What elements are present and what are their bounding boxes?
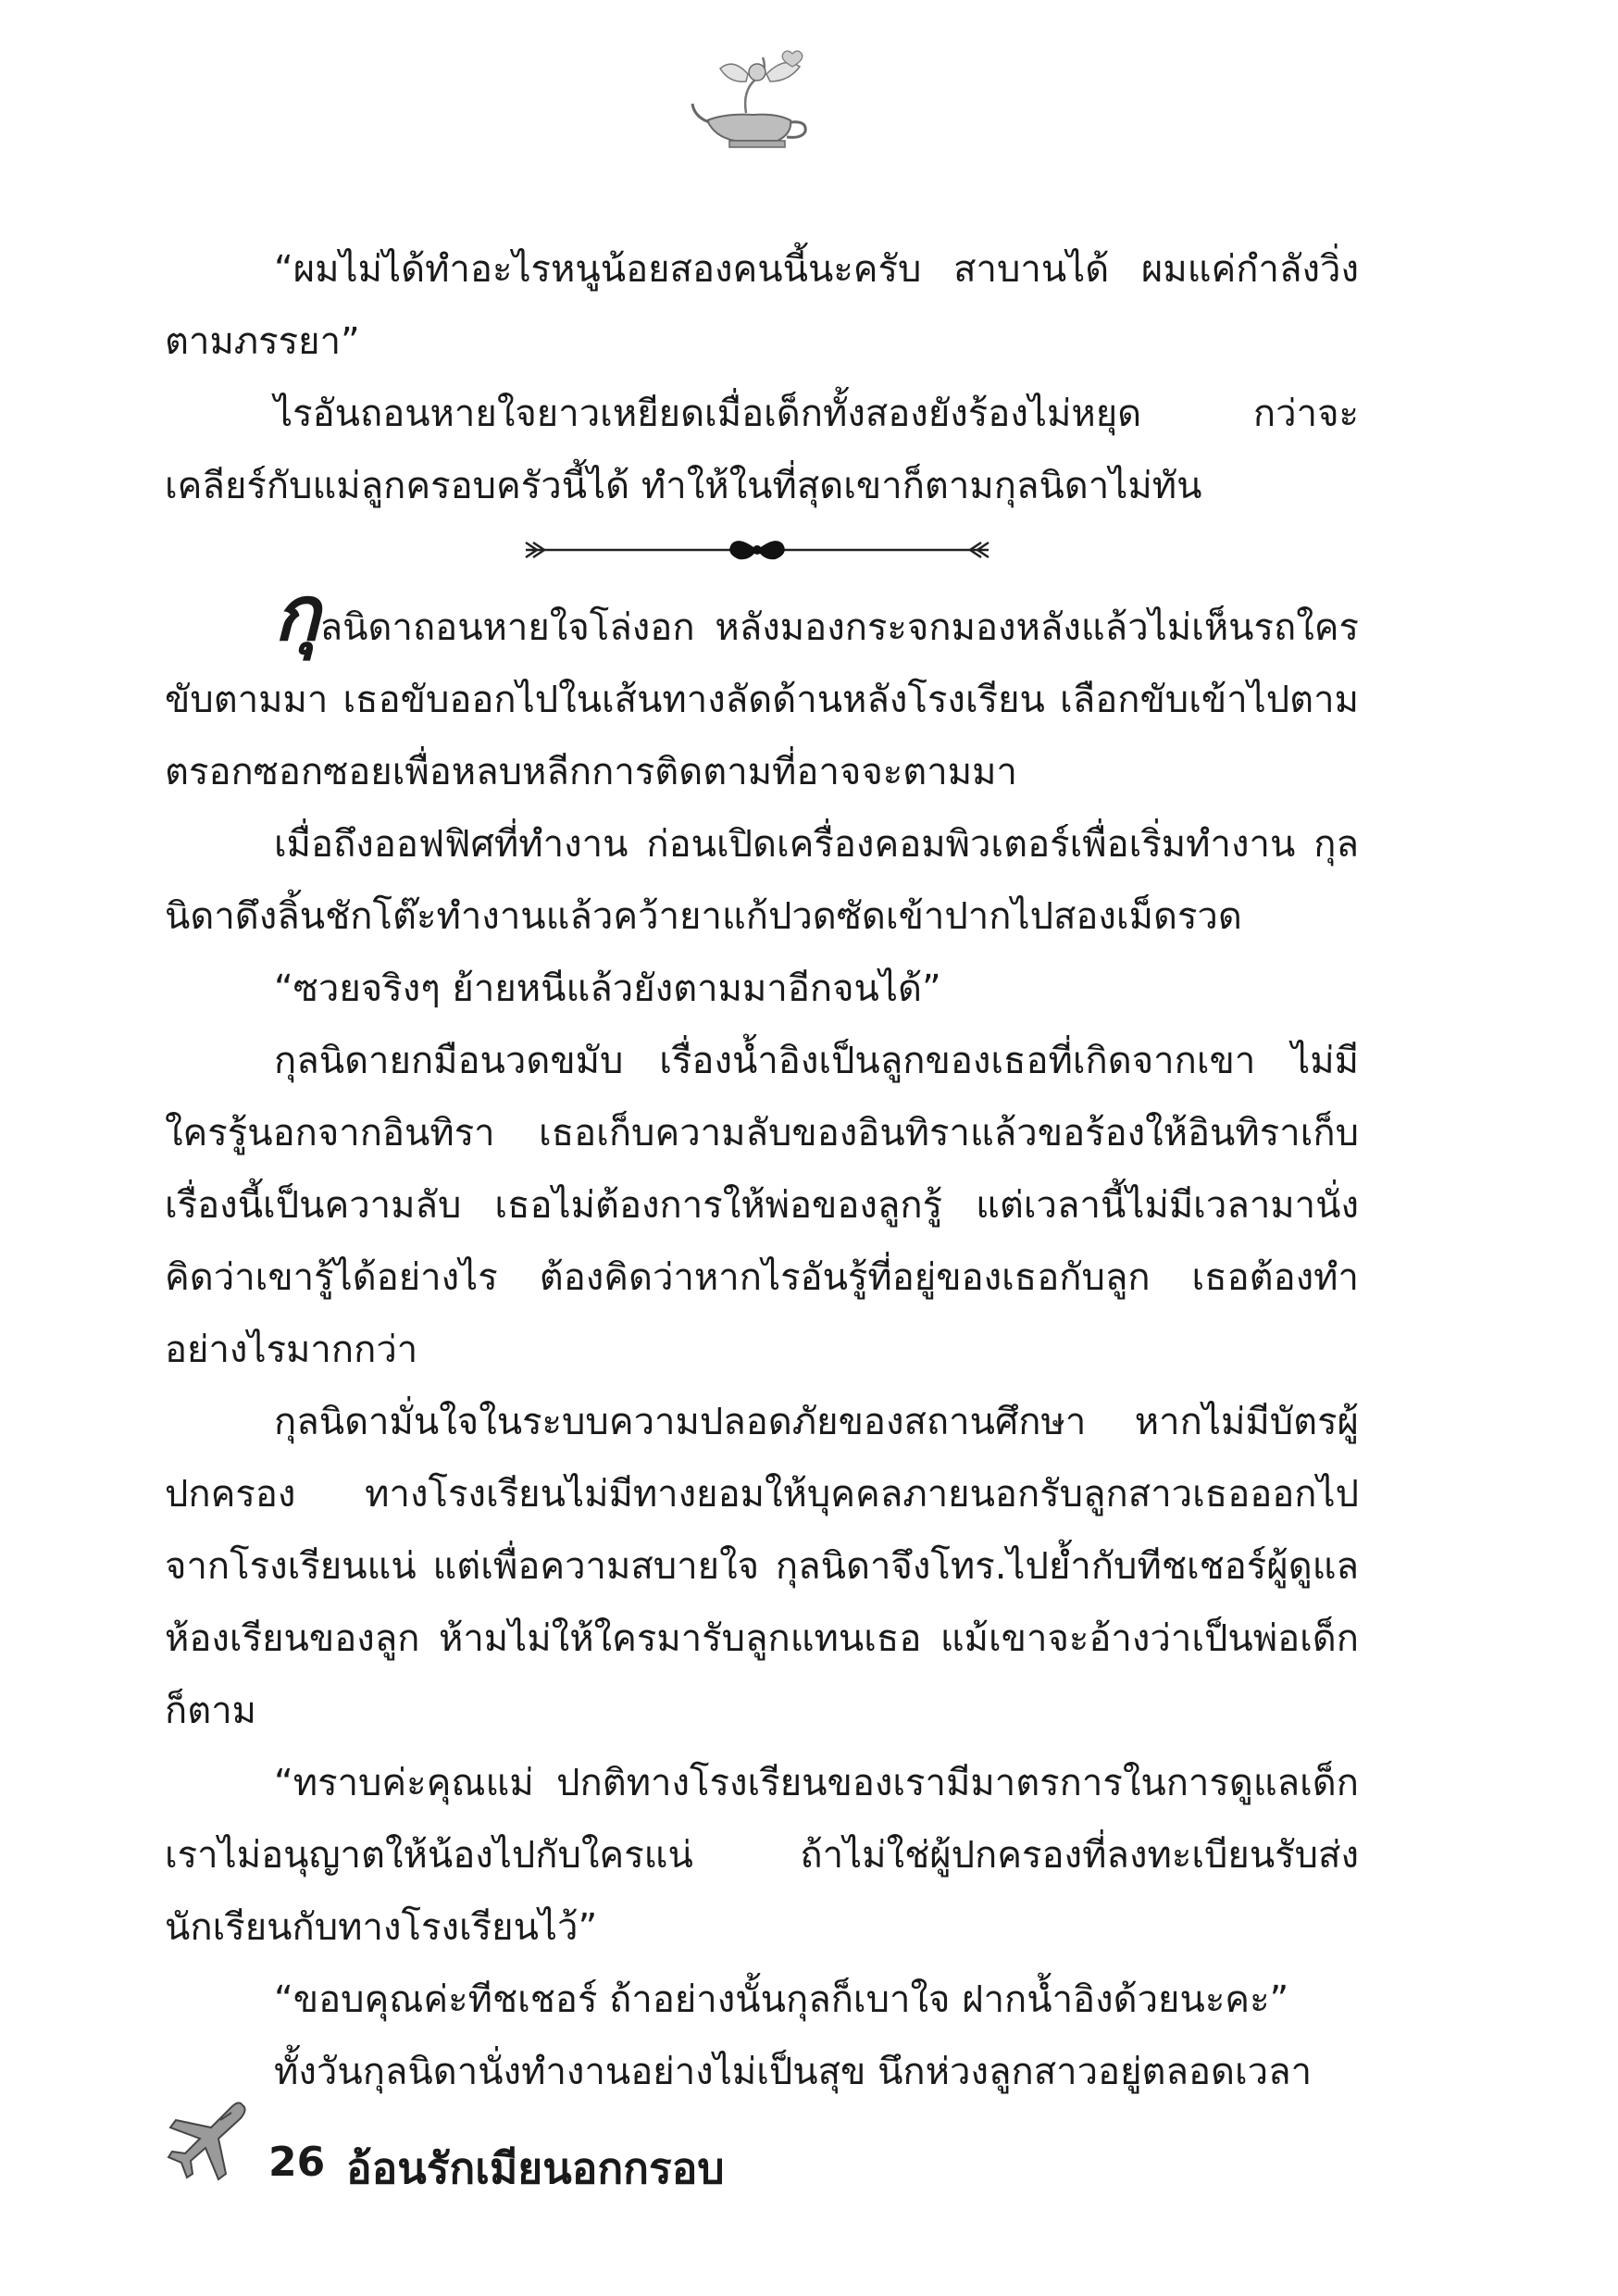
paragraph: “ซวยจริงๆ ย้ายหนีแล้วยังตามมาอีกจนได้” [274, 967, 941, 1010]
paragraph: กุลนิดายกมือนวดขมับ เรื่องน้ำอิงเป็นลูกของเธอที่เกิดจากเขา ไม่มีใครรู้นอกจากอินทิรา เธอเก็บความลับของอินทิราแล้วขอร้องให้อินทิราเก็บเรื่องนี้เป็นความลับ เธอไม่ต้องการให้พ่อของลูกรู้ แต่เวลานี้ไม่มีเวลามานั่งคิดว่าเขารู้ได้อย่างไร ต้องคิดว่าหากไรอันรู้ที่อยู่ของเธอกับลูก เธอต้องทำอย่างไรมากกว่า [165, 1040, 1359, 1371]
page-footer [165, 2100, 998, 2202]
paragraph: ไรอันถอนหายใจยาวเหยียดเมื่อเด็กทั้งสองยังร้องไม่หยุด กว่าจะเคลียร์กับแม่ลูกครอบครัวนี้ได้ ทำให้ในที่สุดเขาก็ตามกุลนิดาไม่ทัน [165, 393, 1359, 507]
paragraph: “ขอบคุณค่ะทีชเชอร์ ถ้าอย่างนั้นกุลก็เบาใจ ฝากน้ำอิงด้วยนะคะ” [274, 1978, 1289, 2021]
paragraph: กุลนิดามั่นใจในระบบความปลอดภัยของสถานศึกษา หากไม่มีบัตรผู้ปกครอง ทางโรงเรียนไม่มีทางยอมให้บุคคลภายนอกรับลูกสาวเธอออกไปจากโรงเรียนแน่ แต่เพื่อความสบายใจ กุลนิดาจึงโทร.ไปย้ำกับทีชเชอร์ผู้ดูแลห้องเรียนของลูก ห้ามไม่ให้ใครมารับลูกแทนเธอ แม้เขาจะอ้างว่าเป็นพ่อเด็กก็ตาม [165, 1401, 1359, 1732]
paragraph-text: ลนิดาถอนหายใจโล่งอก หลังมองกระจกมองหลังแล้วไม่เห็นรถใครขับตามมา เธอขับออกไปในเส้นทางลัดด้านหลังโรงเรียน เลือกขับเข้าไปตามตรอกซอกซอยเพื่อหลบหลีกการติดตามที่อาจจะตามมา [165, 606, 1359, 793]
paragraph: เมื่อถึงออฟฟิศที่ทำงาน ก่อนเปิดเครื่องคอมพิวเตอร์เพื่อเริ่มทำงาน กุลนิดาดึงลิ้นชักโต๊ะทำงานแล้วคว้ายาแก้ปวดซัดเข้าปากไปสองเม็ดรวด [165, 823, 1359, 938]
bow-divider-icon [165, 522, 1359, 587]
teapot-fairy-ornament-icon [689, 48, 818, 159]
body-text [165, 233, 1359, 2108]
paragraph: ทั้งวันกุลนิดานั่งทำงานอย่างไม่เป็นสุข นึกห่วงลูกสาวอยู่ตลอดเวลา [274, 2051, 1313, 2093]
drop-cap: กุ [274, 570, 320, 658]
paragraph: “ทราบค่ะคุณแม่ ปกติทางโรงเรียนของเรามีมาตรการในการดูแลเด็กเราไม่อนุญาตให้น้องไปกับใครแน่ ถ้าไม่ใช่ผู้ปกครองที่ลงทะเบียนรับส่งนักเรียนกับทางโรงเรียนไว้” [165, 1762, 1359, 1949]
page-number: 26 [268, 2139, 326, 2186]
paragraph-with-dropcap [165, 570, 1359, 808]
paragraph: “ผมไม่ได้ทำอะไรหนูน้อยสองคนนี้นะครับ สาบานได้ ผมแค่กำลังวิ่งตามภรรยา” [165, 248, 1359, 363]
airplane-icon [165, 2100, 250, 2185]
book-title: อ้อนรักเมียนอกกรอบ [346, 2143, 725, 2193]
